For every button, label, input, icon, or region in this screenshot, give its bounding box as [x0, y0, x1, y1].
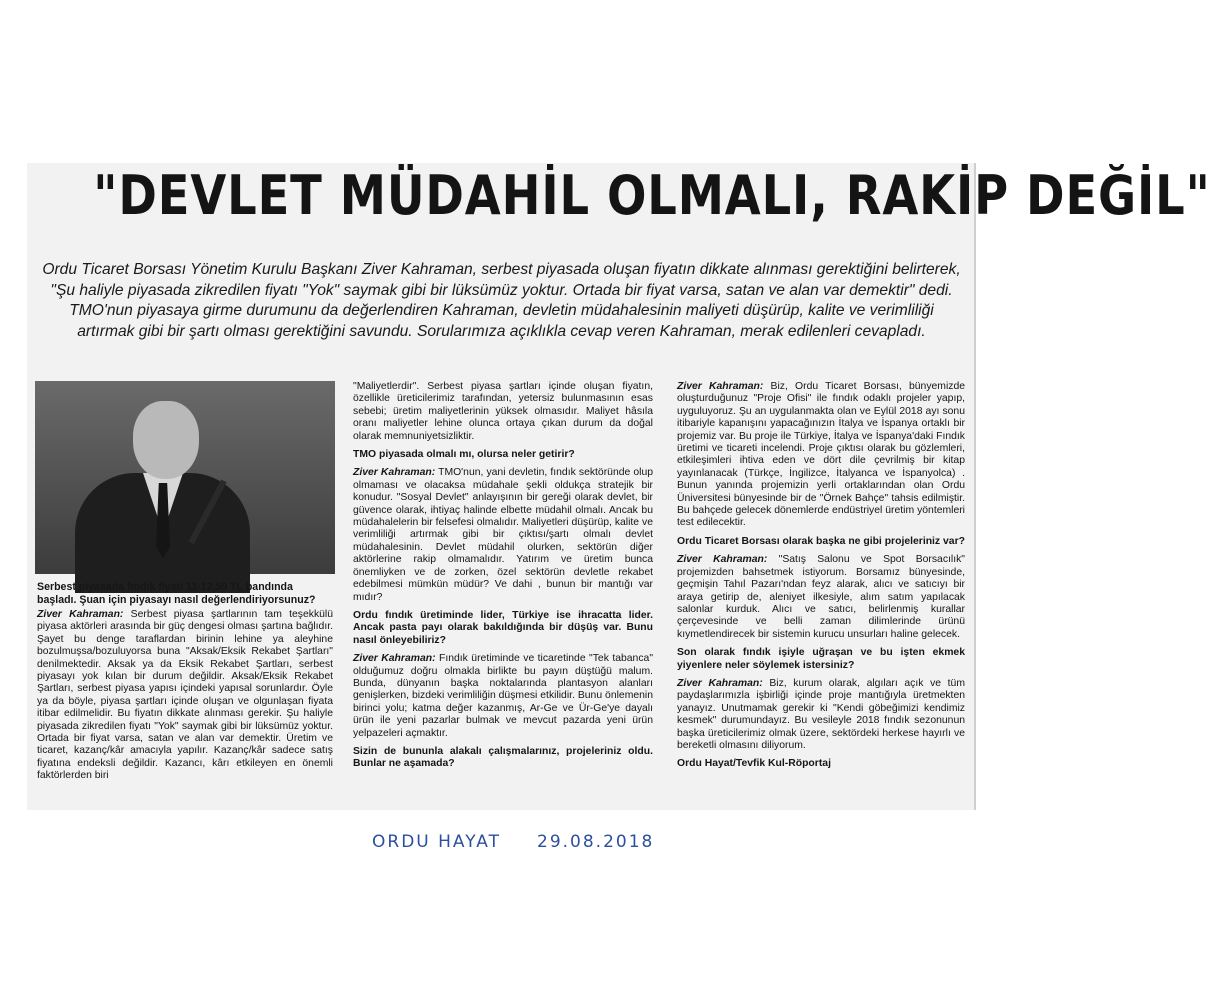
question: TMO piyasada olmalı mı, olursa neler getirir?: [353, 449, 575, 461]
answer-6: [677, 678, 965, 752]
answer-text: Fındık üretiminde ve ticaretinde "Tek tabanca" olduğumuz doğru olmakla birlikte bu payın düştüğü malum. Bunda, dünyanın başka noktalarında plantasyon alanları genişlerken, bizdeki verimliliğin düşmesi etkilidir. Bunu önlemenin birinci yolu; katma değer kazanmış, Ar-Ge ve Ür-Ge'ye dayalı ürün ile yeni pazarlar bulmak ve mevcut pazarda yeni ürün yelpazeleri açmaktır.: [353, 653, 654, 739]
answer-3: [353, 653, 653, 740]
newspaper-clipping: [27, 163, 1211, 810]
answer-1: [37, 609, 333, 783]
speaker-label: Ziver Kahraman:: [677, 381, 764, 392]
answer-4: [677, 381, 965, 530]
photo-caption: Serbest piyasada fındık fiyatı 11-12,50 TL bandında başladı. Şuan için piyasayı nasıl değerlendiriyorsunuz?: [37, 581, 316, 606]
answer-text: Biz, kurum olarak, algıları açık ve tüm paydaşlarımızla işbirliği içinde proje mantığıyla üretmekten yanayız. Unutmamak gerekir ki "Kendi göbeğimizi kendimiz kesmek" durumundayız. Bu vesileyle 2018 fındık sezonunun başka üreticilerimiz olmak üzere, sektördeki herkese hayırlı ve bereketli olmasını diliyorum.: [677, 677, 965, 751]
answer-text: TMO'nun, yani devletin, fındık sektöründe olup olmaması ve olacaksa müdahale şekli oldukça stratejik bir konudur. "Sosyal Devlet" anlayışının bir gereği olarak devlet, bir güvence olarak, ihtiyaç halinde elbette müdahil olmalı. Ancak bu müdahalelerin bir felsefesi olmalıdır. Maliyetleri düşürüp, kalite ve verimliliği artırmak gibi bir çıktısı/şartı olmalı devlet müdahalesinin. Devlet müdahil olurken, sektörün diğer aktörlerine rakip olmamalıdır. Yatırım ve üretim bunca önemliyken ve de zorken, özel sektörün devletle rekabet edebilmesi mümkün müdür? Ve dahi , bunun bir mantığı var mıdır?: [353, 467, 653, 603]
question: Ordu Ticaret Borsası olarak başka ne gibi projeleriniz var?: [677, 535, 965, 547]
lead-paragraph: Ordu Ticaret Borsası Yönetim Kurulu Başkanı Ziver Kahraman, serbest piyasada oluşan fiyatın dikkate alınması gerektiğini belirterek, "Şu haliyle piyasada zikredilen fiyatı "Yok" saymak gibi bir lüksümüz yoktur. Ortada bir fiyat varsa, satan ve alan var demektir" dedi. TMO'nun piyasaya girme durumunu da değerlendiren Kahraman, devletin müdahalesinin maliyeti düşürüp, kalite ve verimliliği artırmak gibi bir şartı olması gerektiğini savundu. Sorularımıza açıklıkla cevap veren Kahraman, merak edilenleri cevapladı.: [42, 261, 961, 340]
handwritten-source: ORDU HAYAT: [372, 832, 501, 852]
question: Son olarak fındık işiyle uğraşan ve bu işten ekmek yiyenlere neler söylemek istersiniz?: [677, 647, 965, 671]
answer-5: [677, 554, 965, 641]
handwritten-date: 29.08.2018: [537, 832, 655, 852]
interview-photo: [35, 381, 335, 574]
speaker-label: Ziver Kahraman:: [353, 653, 436, 665]
headline: "DEVLET MÜDAHİL OLMALI, RAKİP DEĞİL": [93, 164, 1211, 227]
question: Ordu fındık üretiminde lider, Türkiye ise ihracatta lider. Ancak pasta payı olarak bakıldığında bir düşüş var. Bunu nasıl önleyebiliriz?: [353, 609, 653, 646]
speaker-label: Ziver Kahraman:: [677, 677, 763, 689]
paragraph: "Maliyetlerdir". Serbest piyasa şartları içinde oluşan fiyatın, özellikle üreticilerimiz tarafından, yetersiz bulunmasının esas sebebi; üretim maliyetlerinin yüksek olmasıdır. Maliyet hâsıla oranı maliyetler lehine olunca ortaya çıkan durum da doğal olarak memnuniyetsizliktir.: [353, 381, 653, 442]
answer-2: [353, 467, 653, 603]
question: Sizin de bununla alakalı çalışmalarınız, projeleriniz oldu. Bunlar ne aşamada?: [353, 745, 653, 770]
column-1: [37, 609, 333, 789]
speaker-label: Ziver Kahraman:: [353, 467, 436, 479]
speaker-label: Ziver Kahraman:: [677, 554, 768, 566]
column-3: [677, 381, 965, 777]
speaker-label: Ziver Kahraman:: [37, 609, 124, 620]
answer-text: Biz, Ordu Ticaret Borsası, bünyemizde oluşturduğunuz "Proje Ofisi" ile fındık odaklı projeler yapıp, uyguluyoruz. Şu an uygulanmakta olan ve Eylül 2018 ayı sonu itibariyle kapanışını yapacağınızın İtalya ve İspanya ortaklı bir projemiz var. Bu proje ile Türkiye, İtalya ve İspanya'daki Fındık üretimi ve ticareti incelendi. Proje çıktısı olarak bu gözlemleri, etkileşimleri ihtiva eden ve dört dile çevrilmiş bir kitap yayınlanacak (Türkçe, İngilizce, İtalyanca ve İspanyolca) . Bunun yanında projemizin yerli ortaklarından olan Ordu Üniversitesi bünyesinde bir de "Örnek Bahçe" tahsis edilmiştir. Bu bahçede gelecek dönemlerde endüstriyel üretim yöntemleri test edilecektir.: [677, 381, 966, 529]
column-2: [353, 381, 653, 777]
byline: Ordu Hayat/Tevfik Kul-Röportaj: [677, 758, 831, 770]
answer-text: "Satış Salonu ve Spot Borsacılık" projemizden bahsetmek istiyorum. Borsamız bünyesinde, geçmişin Tahıl Pazarı'ndan feyz alarak, alıcı ve satıcıyı bir araya getirip de, aleniyet ilkesiyle, alım satım yapılacak salonlar kurduk. Alıcı ve satıcı, belirlenmiş kurallar çerçevesinde ve belli zaman dilimlerinde ürünü kıymetlendirecek bir sistemin kurucu unsurları haline gelecek.: [677, 554, 965, 640]
answer-text: Serbest piyasa şartlarının tam teşekkülü piyasa aktörleri arasında bir güç dengesi olması şartına bağlıdır. Şayet bu denge taraflardan birinin lehine ya aleyhine bozulmuşsa/bozuluyorsa buna "Aksak/Eksik Rekabet Şartları" denilmektedir. Aksak ya da Eksik Rekabet Şartları, serbest piyasayı yok kılan bir durum değildir. Aksak/Eksik Rekabet Şartları, serbest piyasa yapısı içindeki yapısal sorunlardır. Öyle ya da böyle, piyasa şartları içinde oluşan ve olgunlaşan fiyata itibar edilmelidir. Bu fiyatın dikkate alınması gerekir. Şu haliyle piyasada zikredilen fiyatı "Yok" saymak gibi bir lüksümüz yoktur. Ortada bir fiyat varsa, satan ve alan var demektir. Üretim ve ticaret, kazanç/kâr amacıyla yapılır. Kazanç/kâr sadece satış fiyatına endeksli değildir. Kazancı, kârı etkileyen en önemli faktörlerden biri: [37, 609, 334, 782]
